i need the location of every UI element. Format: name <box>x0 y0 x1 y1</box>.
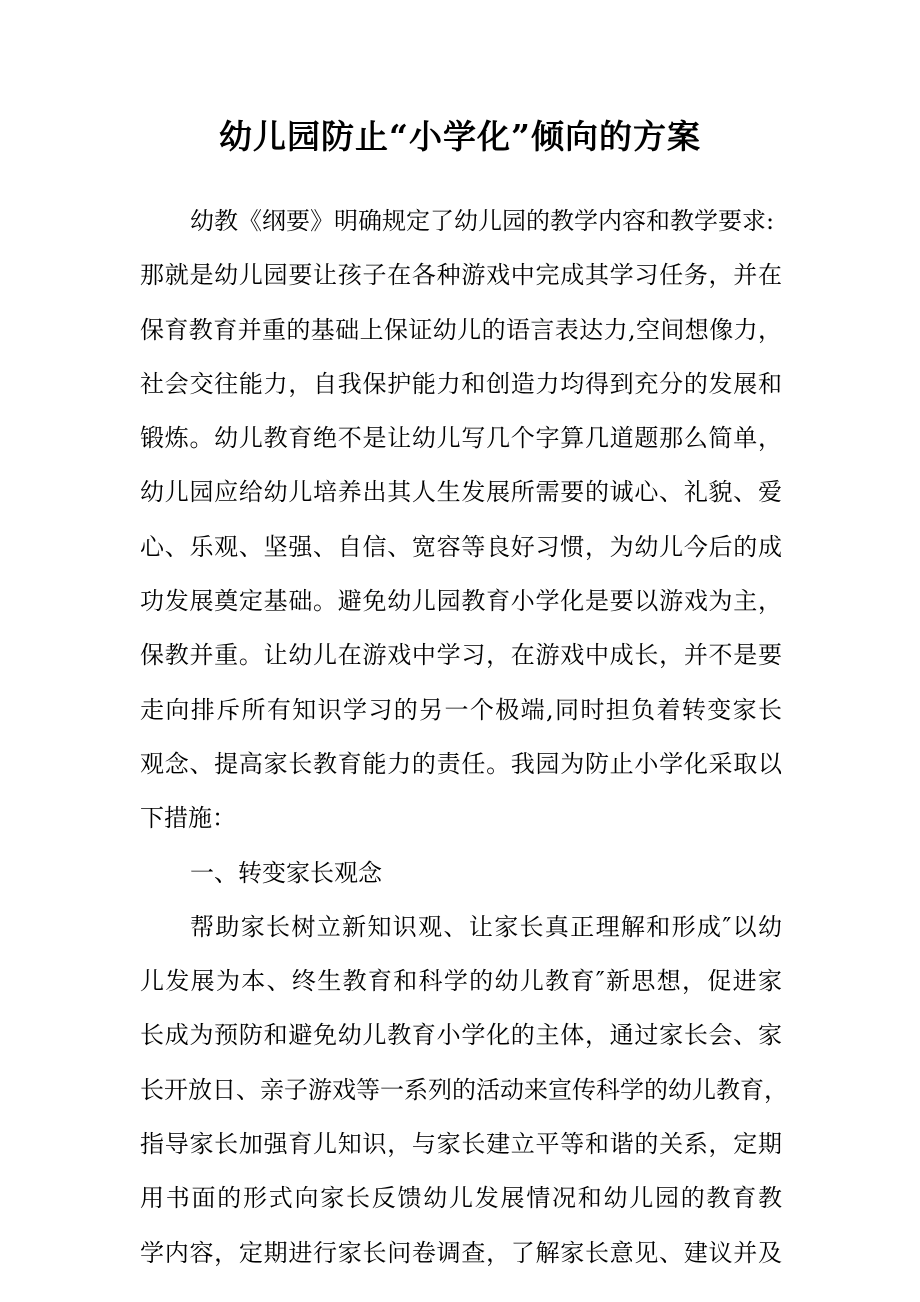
paragraph-line: 用书面的形式向家长反馈幼儿发展情况和幼儿园的教育教 <box>140 1184 782 1213</box>
paragraph-line: 长成为预防和避免幼儿教育小学化的主体，通过家长会、家 <box>140 1021 782 1050</box>
paragraph-line: 帮助家长树立新知识观、让家长真正理解和形成″以幼 <box>190 912 782 941</box>
document-title: 幼儿园防止“小学化”倾向的方案 <box>219 117 701 156</box>
paragraph-line: 心、乐观、坚强、自信、宽容等良好习惯，为幼儿今后的成 <box>140 532 782 561</box>
paragraph-line: 观念、提高家长教育能力的责任。我园为防止小学化采取以 <box>140 749 782 778</box>
paragraph-line: 幼儿园应给幼儿培养出其人生发展所需要的诚心、礼貌、爱 <box>140 478 782 507</box>
paragraph-line: 走向排斥所有知识学习的另一个极端,同时担负着转变家长 <box>140 695 782 724</box>
paragraph-line: 学内容，定期进行家长问卷调查，了解家长意见、建议并及 <box>140 1238 782 1267</box>
document-body <box>140 194 788 1280</box>
paragraph-line: 指导家长加强育儿知识，与家长建立平等和谐的关系，定期 <box>140 1130 782 1159</box>
paragraph-line: 保教并重。让幼儿在游戏中学习，在游戏中成长，并不是要 <box>140 641 782 670</box>
section-heading: 一、转变家长观念 <box>190 858 382 887</box>
paragraph-line: 那就是幼儿园要让孩子在各种游戏中完成其学习任务，并在 <box>140 261 782 290</box>
paragraph-line: 功发展奠定基础。避免幼儿园教育小学化是要以游戏为主， <box>140 587 782 616</box>
paragraph-line: 下措施： <box>140 804 236 833</box>
paragraph-line: 儿发展为本、终生教育和科学的幼儿教育″新思想，促进家 <box>140 967 782 996</box>
paragraph-line: 长开放日、亲子游戏等一系列的活动来宣传科学的幼儿教育， <box>140 1075 788 1104</box>
paragraph-line: 社会交往能力，自我保护能力和创造力均得到充分的发展和 <box>140 369 782 398</box>
paragraph-line: 幼教《纲要》明确规定了幼儿园的教学内容和教学要求: <box>190 207 775 235</box>
paragraph-line: 保育教育并重的基础上保证幼儿的语言表达力,空间想像力， <box>140 315 782 344</box>
paragraph-line: 锻炼。幼儿教育绝不是让幼儿写几个字算几道题那么简单， <box>140 424 782 453</box>
